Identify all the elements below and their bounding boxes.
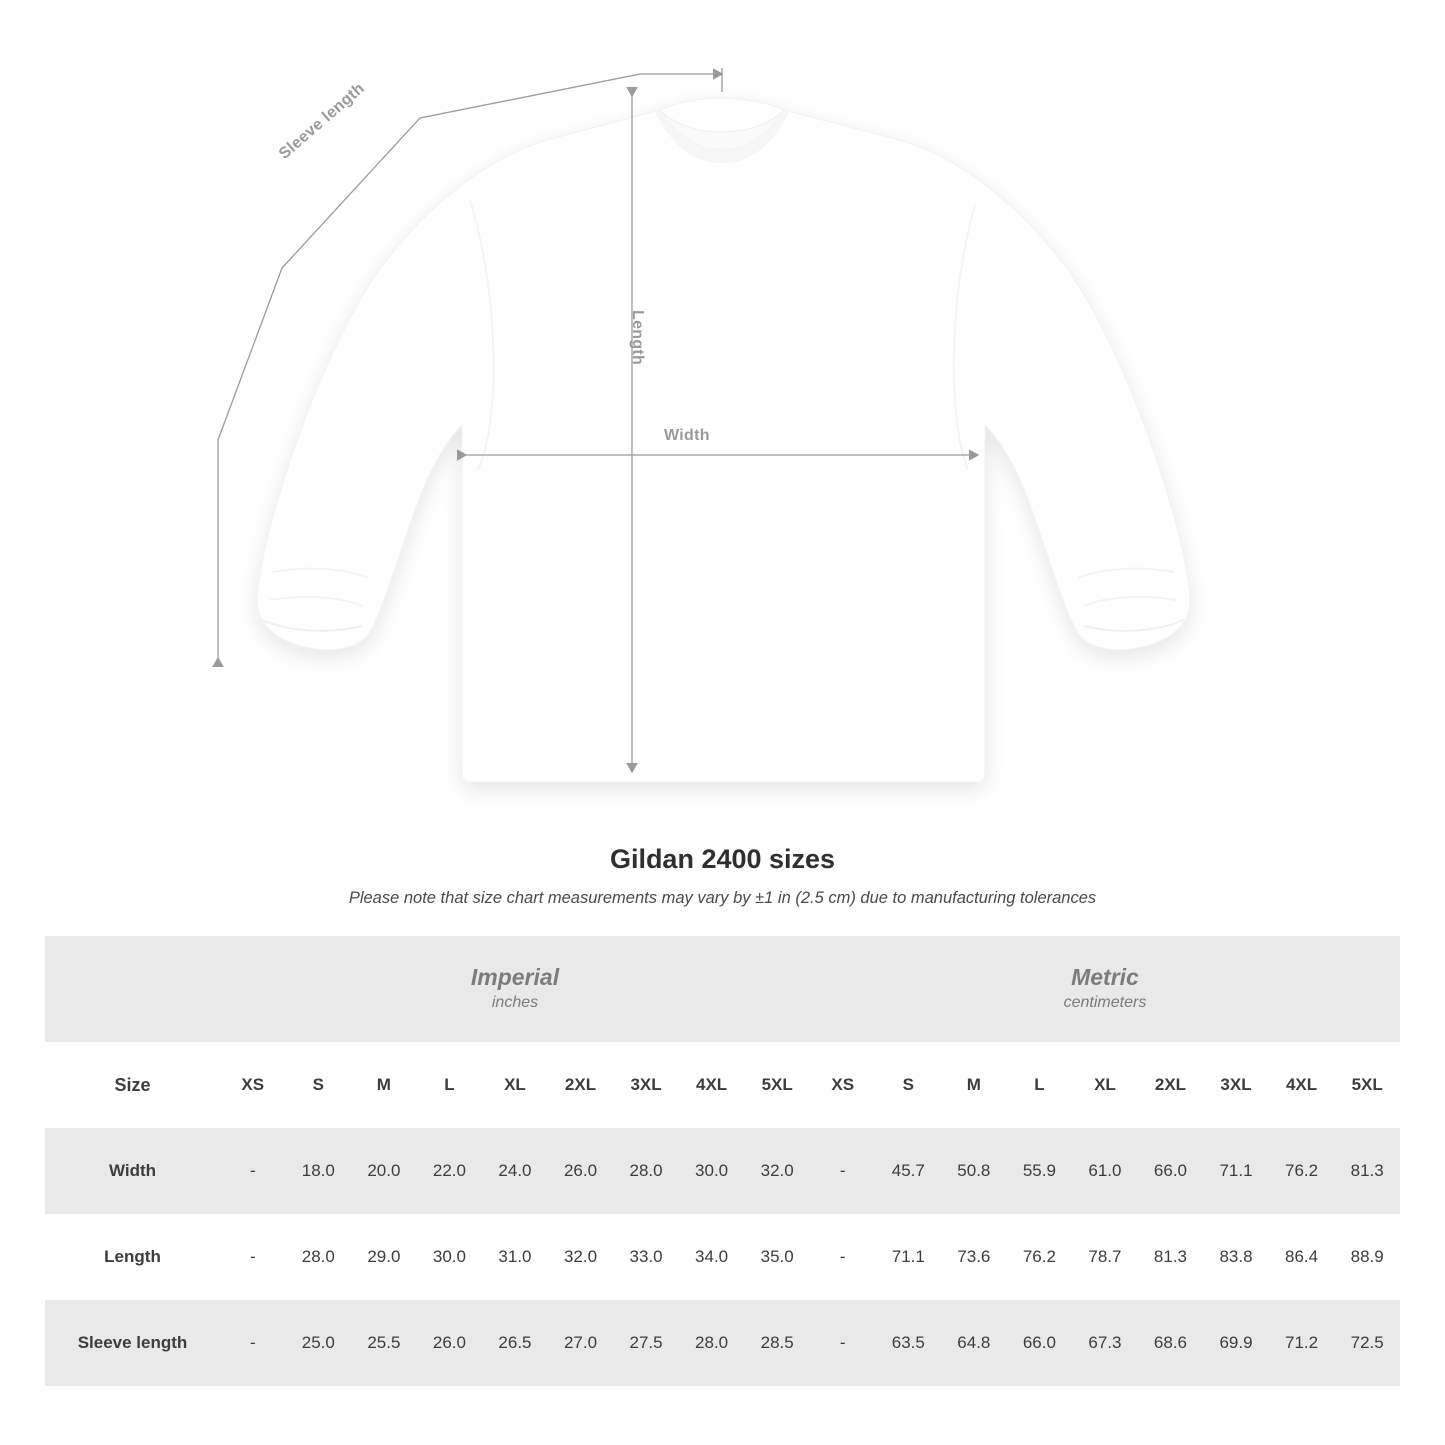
cell-sleeve-length-xl-in: 26.5 [482,1300,548,1386]
cell-sleeve-length-4xl-in: 28.0 [679,1300,745,1386]
column-header-5xl-metric: 5XL [1334,1042,1400,1128]
column-header-2xl-metric: 2XL [1138,1042,1204,1128]
cell-width-3xl-cm: 71.1 [1203,1128,1269,1214]
column-header-2xl-imperial: 2XL [548,1042,614,1128]
cell-width-5xl-in: 32.0 [744,1128,810,1214]
cell-sleeve-length-5xl-cm: 72.5 [1334,1300,1400,1386]
row-label-width: Width [45,1128,220,1214]
cell-width-4xl-in: 30.0 [679,1128,745,1214]
cell-sleeve-length-5xl-in: 28.5 [744,1300,810,1386]
unit-row-spacer [45,936,220,1042]
unit-group-subtitle: inches [491,994,539,1012]
cell-sleeve-length-xs-cm: - [810,1300,876,1386]
cell-length-l-in: 30.0 [417,1214,483,1300]
cell-length-4xl-cm: 86.4 [1269,1214,1335,1300]
cell-width-l-cm: 55.9 [1007,1128,1073,1214]
cell-width-xs-in: - [220,1128,286,1214]
table-header-row [45,1042,1400,1128]
cell-sleeve-length-4xl-cm: 71.2 [1269,1300,1335,1386]
cell-length-4xl-in: 34.0 [679,1214,745,1300]
unit-group-name: Imperial [470,964,560,991]
shirt-shape [257,98,1190,782]
cell-sleeve-length-2xl-cm: 68.6 [1138,1300,1204,1386]
cell-length-5xl-cm: 88.9 [1334,1214,1400,1300]
cell-width-3xl-in: 28.0 [613,1128,679,1214]
column-header-3xl-metric: 3XL [1203,1042,1269,1128]
cell-length-xs-cm: - [810,1214,876,1300]
cell-length-xs-in: - [220,1214,286,1300]
cell-width-s-cm: 45.7 [876,1128,942,1214]
cell-sleeve-length-3xl-cm: 69.9 [1203,1300,1269,1386]
cell-width-5xl-cm: 81.3 [1334,1128,1400,1214]
cell-length-xl-cm: 78.7 [1072,1214,1138,1300]
cell-width-s-in: 18.0 [286,1128,352,1214]
width-label: Width [664,427,710,444]
cell-sleeve-length-3xl-in: 27.5 [613,1300,679,1386]
cell-sleeve-length-l-cm: 66.0 [1007,1300,1073,1386]
cell-width-xl-cm: 61.0 [1072,1128,1138,1214]
cell-sleeve-length-xl-cm: 67.3 [1072,1300,1138,1386]
cell-sleeve-length-2xl-in: 27.0 [548,1300,614,1386]
unit-group-imperial [220,936,810,1042]
cell-length-s-in: 28.0 [286,1214,352,1300]
row-label-length: Length [45,1214,220,1300]
column-header-m-metric: M [941,1042,1007,1128]
cell-width-2xl-in: 26.0 [548,1128,614,1214]
column-header-4xl-metric: 4XL [1269,1042,1335,1128]
column-header-3xl-imperial: 3XL [613,1042,679,1128]
size-chart-table [45,936,1400,1386]
column-header-m-imperial: M [351,1042,417,1128]
cell-sleeve-length-s-in: 25.0 [286,1300,352,1386]
column-header-xs-metric: XS [810,1042,876,1128]
cell-width-m-cm: 50.8 [941,1128,1007,1214]
cell-width-4xl-cm: 76.2 [1269,1128,1335,1214]
column-header-xl-metric: XL [1072,1042,1138,1128]
column-header-size: Size [45,1042,220,1128]
tolerance-note: Please note that size chart measurements may vary by ±1 in (2.5 cm) due to manufacturing tolerances [348,889,1097,907]
cell-sleeve-length-m-in: 25.5 [351,1300,417,1386]
cell-width-l-in: 22.0 [417,1128,483,1214]
unit-group-metric [810,936,1400,1042]
cell-sleeve-length-xs-in: - [220,1300,286,1386]
column-header-5xl-imperial: 5XL [744,1042,810,1128]
column-header-s-imperial: S [286,1042,352,1128]
cell-width-xl-in: 24.0 [482,1128,548,1214]
size-table-wrapper [45,936,1400,1386]
cell-length-m-in: 29.0 [351,1214,417,1300]
length-label: Length [629,310,646,366]
column-header-xl-imperial: XL [482,1042,548,1128]
cell-length-s-cm: 71.1 [876,1214,942,1300]
cell-length-2xl-cm: 81.3 [1138,1214,1204,1300]
cell-length-l-cm: 76.2 [1007,1214,1073,1300]
column-header-s-metric: S [876,1042,942,1128]
cell-sleeve-length-s-cm: 63.5 [876,1300,942,1386]
column-header-l-metric: L [1007,1042,1073,1128]
cell-sleeve-length-m-cm: 64.8 [941,1300,1007,1386]
cell-length-3xl-cm: 83.8 [1203,1214,1269,1300]
cell-width-xs-cm: - [810,1128,876,1214]
cell-width-m-in: 20.0 [351,1128,417,1214]
cell-width-2xl-cm: 66.0 [1138,1128,1204,1214]
table-row [45,1300,1400,1386]
cell-length-5xl-in: 35.0 [744,1214,810,1300]
cell-length-xl-in: 31.0 [482,1214,548,1300]
column-header-l-imperial: L [417,1042,483,1128]
table-row [45,1128,1400,1214]
column-header-4xl-imperial: 4XL [679,1042,745,1128]
column-header-xs-imperial: XS [220,1042,286,1128]
title-block [0,844,1445,908]
cell-length-3xl-in: 33.0 [613,1214,679,1300]
cell-sleeve-length-l-in: 26.0 [417,1300,483,1386]
page-title: Gildan 2400 sizes [609,844,836,874]
cell-length-2xl-in: 32.0 [548,1214,614,1300]
unit-group-name: Metric [1071,964,1139,991]
sleeve-length-label: Sleeve length [276,79,368,163]
unit-group-subtitle: centimeters [1063,994,1147,1012]
cell-length-m-cm: 73.6 [941,1214,1007,1300]
row-label-sleeve-length: Sleeve length [45,1300,220,1386]
table-row [45,1214,1400,1300]
unit-group-row [45,936,1400,1042]
